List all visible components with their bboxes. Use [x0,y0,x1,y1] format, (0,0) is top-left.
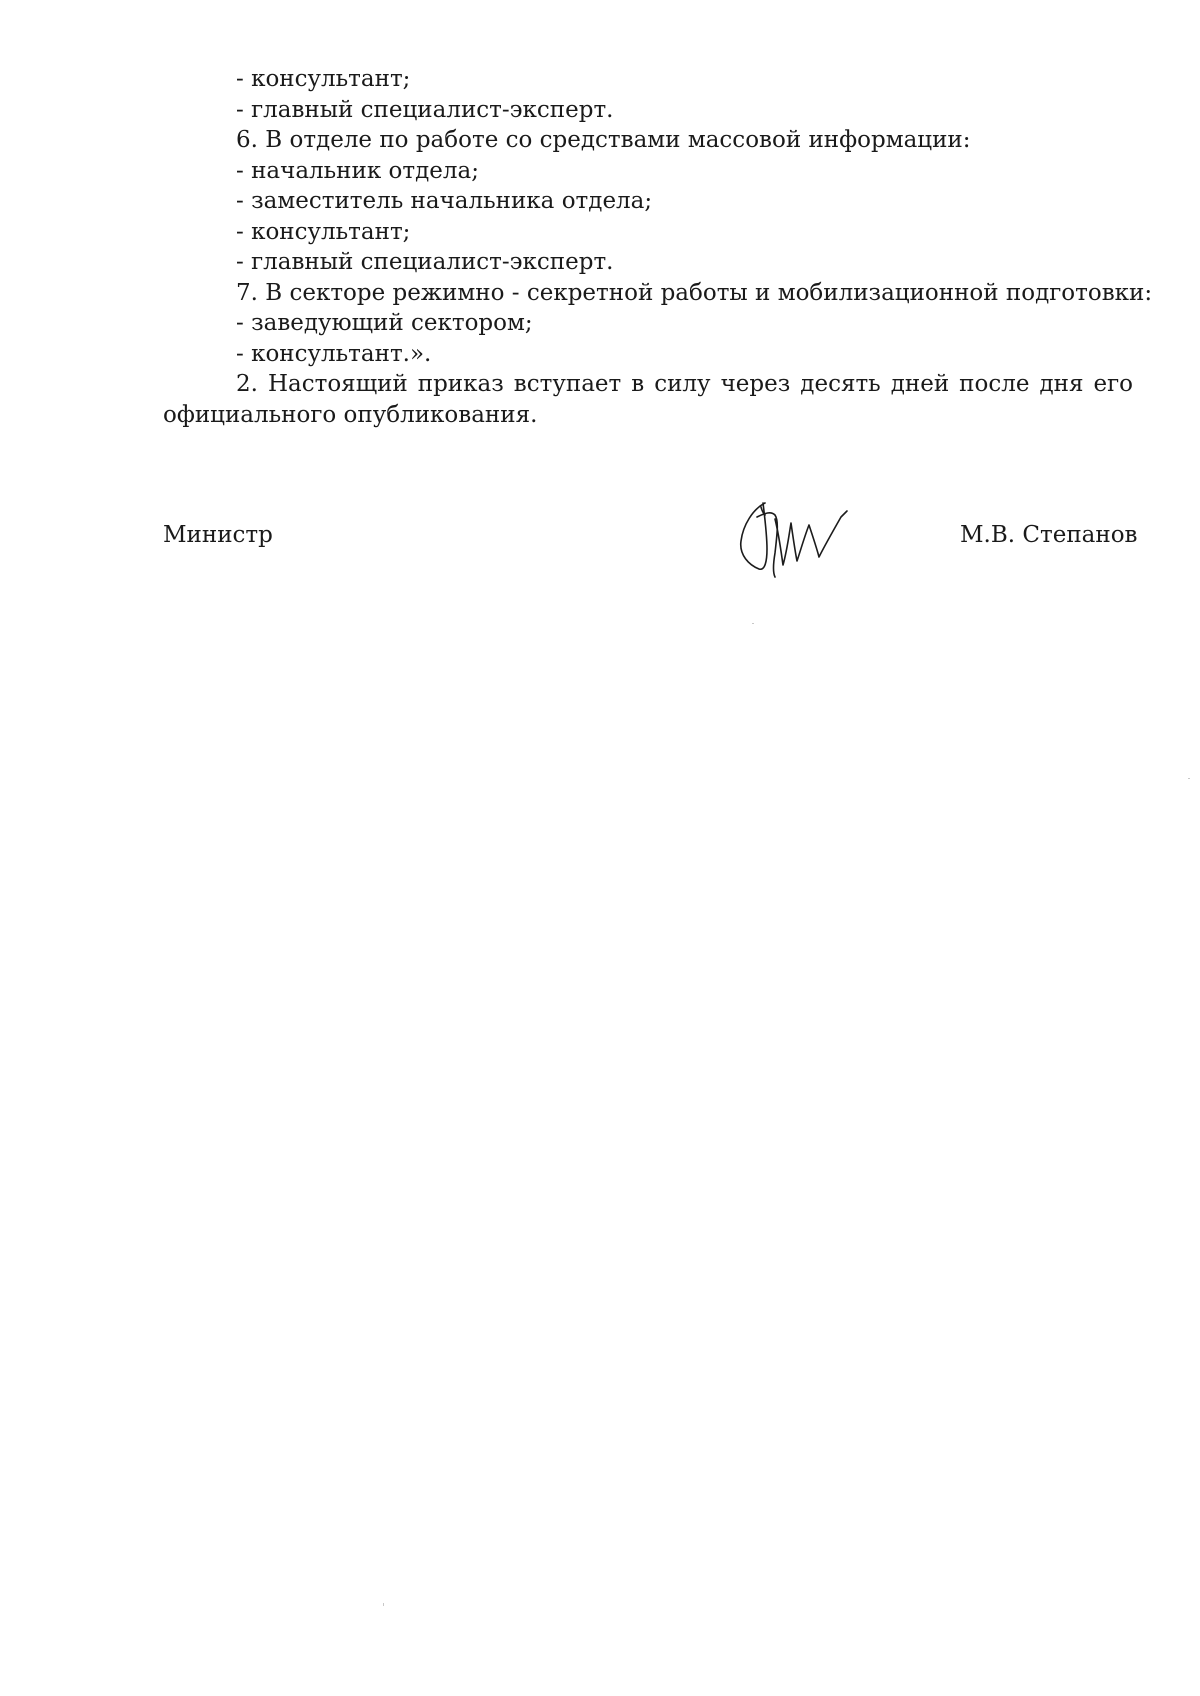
scan-speck [752,623,754,624]
list-item: - консультант.». [236,340,432,367]
list-item: - заведующий сектором; [236,310,533,336]
list-item: - начальник отдела; [236,157,479,184]
scan-speck [1188,778,1190,779]
scan-speck [383,1603,384,1606]
list-item: - консультант; [236,218,411,245]
section-heading: 6. В отделе по работе со средствами массовой информации: [236,127,971,153]
handwritten-signature [735,495,875,580]
closing-paragraph: 2. Настоящий приказ вступает в силу через десять дней после дня его официального опубликования. [163,371,1133,428]
signer-name: М.В. Степанов [960,522,1138,548]
list-item: - консультант; [236,66,411,92]
document-body [163,64,1153,430]
section-heading: 7. В секторе режимно - секретной работы и мобилизационной подготовки: [236,279,1153,306]
list-item: - главный специалист-эксперт. [236,96,614,123]
list-item: - главный специалист-эксперт. [236,249,614,275]
list-item: - заместитель начальника отдела; [236,188,653,214]
signer-role: Министр [163,522,273,548]
